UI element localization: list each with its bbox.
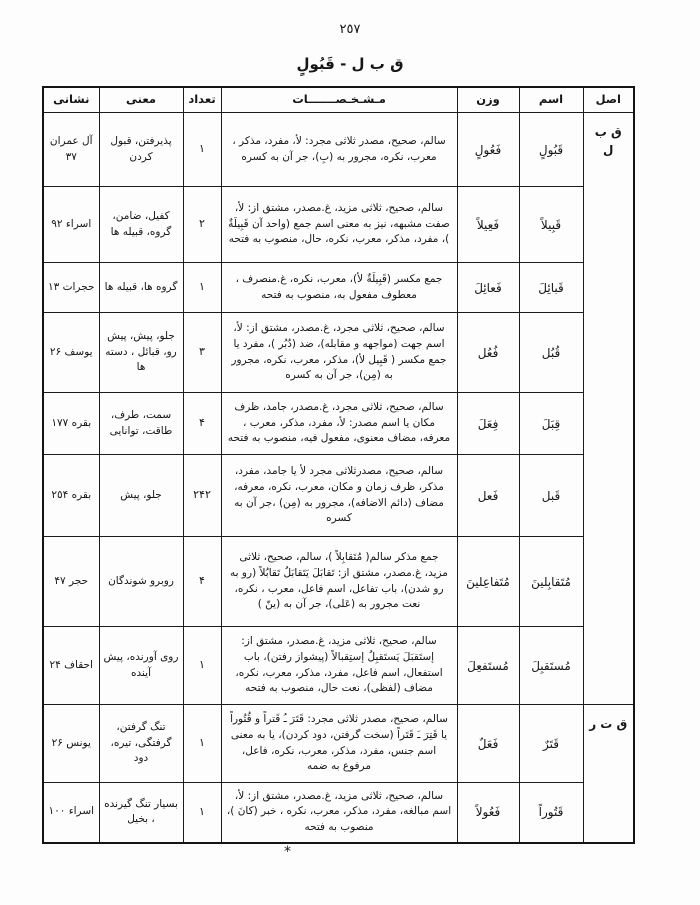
meaning-cell: بسیار تنگ گیرنده ، بخیل: [99, 783, 183, 843]
pattern-cell: فَعُولاً: [457, 783, 519, 843]
col-header-root: اصل: [583, 87, 634, 113]
col-header-pattern: وزن: [457, 87, 519, 113]
count-cell: ٢۴٢: [183, 455, 221, 537]
noun-cell: مُستَقبِلَ: [519, 627, 583, 705]
meaning-cell: جلو، پیش، پیش رو، قبائل ، دسته ها: [99, 313, 183, 393]
table-row: [43, 705, 634, 783]
pattern-cell: مُستَفعِلَ: [457, 627, 519, 705]
pattern-cell: فِعَلَ: [457, 393, 519, 455]
footnote-asterisk: *: [284, 844, 291, 860]
col-header-count: تعداد: [183, 87, 221, 113]
meaning-cell: جلو، پیش: [99, 455, 183, 537]
meaning-cell: روی آورنده، پیش آینده: [99, 627, 183, 705]
reference-cell: حجر ۴٧: [43, 537, 99, 627]
reference-cell: بقره ١٧٧: [43, 393, 99, 455]
table-row: [43, 393, 634, 455]
table-row: [43, 263, 634, 313]
noun-cell: قَبائِلَ: [519, 263, 583, 313]
noun-cell: قَبُولٍ: [519, 113, 583, 187]
count-cell: ۴: [183, 393, 221, 455]
table-row: [43, 113, 634, 187]
count-cell: ١: [183, 113, 221, 187]
reference-cell: یونس ٢۶: [43, 705, 99, 783]
col-header-reference: نشانی: [43, 87, 99, 113]
col-header-noun: اسم: [519, 87, 583, 113]
meaning-cell: تنگ گرفتن، گرفتگی، تیره، دود: [99, 705, 183, 783]
pattern-cell: مُتَفاعِلینَ: [457, 537, 519, 627]
characteristics-cell: سالم، صحیح، ثلاثی مزید، غ.مصدر، مشتق از: لأ، صفت مشبهه، نیز به معنی اسم جمع (واحد آن قَبِیلَةٌ )، مفرد، مذکر، معرب، نکره، حال، منصوب به فتحه: [221, 187, 457, 263]
pattern-cell: فُعُل: [457, 313, 519, 393]
reference-cell: حجرات ١٣: [43, 263, 99, 313]
table-row: [43, 537, 634, 627]
col-header-meaning: معنی: [99, 87, 183, 113]
pattern-cell: فَعَلٌ: [457, 705, 519, 783]
characteristics-cell: سالم، صحیح، ثلاثی مجرد، غ.مصدر، جامد، ظرف مکان یا اسم مصدر: لأ، مفرد، مذکر، معرب ، معرفه، مضاف معنوی، مفعول فیه، منصوب به فتحه: [221, 393, 457, 455]
noun-cell: قِبَلَ: [519, 393, 583, 455]
count-cell: ۴: [183, 537, 221, 627]
count-cell: ١: [183, 783, 221, 843]
root-cell: ق ت ر: [583, 705, 634, 843]
characteristics-cell: جمع مذکر سالم( مُتَقابِلاً )، سالم، صحیح، ثلاثی مزید، غ.مصدر، مشتق از: تَقابَلَ یَتَقابَلُ تَقابُلاً (رو به رو شدن)، باب تفاعل، اسم فاعل، معرب ، نکره، نعت مجرور به (عَلی)، جر آن به (ینّ ): [221, 537, 457, 627]
pattern-cell: فَعائِلَ: [457, 263, 519, 313]
count-cell: ١: [183, 705, 221, 783]
table-row: [43, 455, 634, 537]
noun-cell: مُتَقابِلینَ: [519, 537, 583, 627]
meaning-cell: گروه ها، قبیله ها: [99, 263, 183, 313]
pattern-cell: فَعل: [457, 455, 519, 537]
characteristics-cell: سالم، صحیح، مصدرثلاثی مجرد لأ یا جامد، مفرد، مذکر، ظرف زمان و مکان، معرب، نکره، معرفه، مضاف (دائم الاضافه)، مجرور به (مِن) ،جر آن به کسره: [221, 455, 457, 537]
noun-cell: قُبُل: [519, 313, 583, 393]
meaning-cell: سمت، طرف، طاقت، توانایی: [99, 393, 183, 455]
pattern-cell: فَعُولٍ: [457, 113, 519, 187]
reference-cell: آل عمران ٣٧: [43, 113, 99, 187]
count-cell: ٢: [183, 187, 221, 263]
characteristics-cell: سالم، صحیح، مصدر ثلاثی مجرد: لأ، مفرد، مذکر ، معرب، نکره، مجرور به (بِ)، جر آن به کسره: [221, 113, 457, 187]
table-header-row: [43, 87, 634, 113]
table-row: [43, 313, 634, 393]
meaning-cell: کفیل، ضامن، گروه، قبیله ها: [99, 187, 183, 263]
noun-cell: قَبِیلاً: [519, 187, 583, 263]
entry-title: ق ب ل - قَبُولٍ: [296, 55, 404, 73]
table-row: [43, 783, 634, 843]
reference-cell: اسراء ١٠٠: [43, 783, 99, 843]
reference-cell: احقاف ٢۴: [43, 627, 99, 705]
count-cell: ٣: [183, 313, 221, 393]
characteristics-cell: سالم، صحیح، ثلاثی مزید، غ.مصدر، مشتق از: لأ، اسم مبالغه، مفرد، مذکر، معرب، نکره ، خبر (کانَ )، منصوب به فتحه: [221, 783, 457, 843]
noun-cell: قَتَرٌ: [519, 705, 583, 783]
noun-cell: قَبل: [519, 455, 583, 537]
reference-cell: اسراء ٩٢: [43, 187, 99, 263]
characteristics-cell: سالم، صحیح، ثلاثی مزید، غ.مصدر، مشتق از: إستَقبَلَ یَستَقبِلُ إستِقبالاً (پیشواز رفتن)، باب استفعال، اسم فاعل، مفرد، مذکر، معرب، نکره، مضاف (لفظی)، نعت حال، منصوب به فتحه: [221, 627, 457, 705]
count-cell: ١: [183, 627, 221, 705]
meaning-cell: روبرو شوندگان: [99, 537, 183, 627]
reference-cell: یوسف ٢۶: [43, 313, 99, 393]
lexicon-table: [42, 86, 635, 844]
characteristics-cell: سالم، صحیح، مصدر ثلاثی مجرد: قَتَرَ ـُ قَتراً و قُتُوراً یا قَتِرَ ـَ قَتَراً (سخت گرفتن، دود کردن)، یا به معنی اسم جنس، مفرد، مذکر، معرب، نکره، فاعل، مرفوع به ضمه: [221, 705, 457, 783]
characteristics-cell: جمع مکسر (قَبِیلَةٌ لأ)، معرب، نکره، غ.منصرف ، معطوف مفعول به، منصوب به فتحه: [221, 263, 457, 313]
characteristics-cell: سالم، صحیح، ثلاثی مجرد، غ.مصدر، مشتق از: لأ، اسم جهت (مواجهه و مقابله)، ضد (دُبُر )، مفرد یا جمع مکسر ( قَبِیل لأ)، مذکر، معرب، نکره، مجرور به (مِن)، جر آن به کسره: [221, 313, 457, 393]
noun-cell: قَتُوراً: [519, 783, 583, 843]
reference-cell: بقره ٢٥۴: [43, 455, 99, 537]
root-cell: ق ب ل: [583, 113, 634, 705]
meaning-cell: پذیرفتن، قبول کردن: [99, 113, 183, 187]
pattern-cell: فَعِیلاً: [457, 187, 519, 263]
count-cell: ١: [183, 263, 221, 313]
col-header-characteristics: مـشـخـصـــــــات: [221, 87, 457, 113]
table-row: [43, 627, 634, 705]
page-number: ٢٥٧: [339, 22, 361, 37]
table-row: [43, 187, 634, 263]
